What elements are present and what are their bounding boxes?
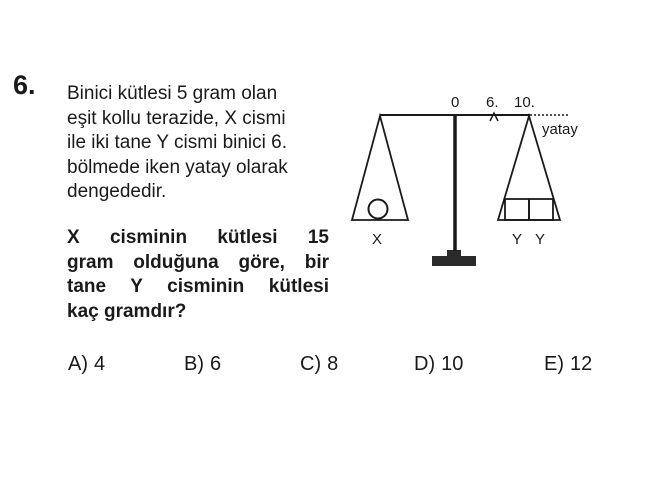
object-x [369,200,388,219]
choice-label: B) [184,353,204,375]
balance-figure [340,88,620,278]
object-y [529,199,553,220]
answer-choices [0,353,658,379]
choice-label: A) [68,353,88,375]
stem-line: Binici kütlesi 5 gram olan [67,83,278,104]
scale-label-zero: 0 [451,94,460,111]
choice-label: D) [414,353,436,375]
question-ask [67,226,329,324]
left-pan-label: X [372,231,383,248]
ask-line: gram olduğuna göre, bir [67,251,329,273]
scale-label-ten: 10. [514,94,535,111]
ask-line: X cisminin kütlesi 15 [67,227,329,248]
choice-a[interactable] [68,353,105,376]
choice-value: 12 [570,353,593,375]
balance-diagram [340,88,620,278]
stem-line: bölmede iken yatay olarak [67,156,288,178]
choice-d[interactable] [414,353,463,376]
stem-line: eşit kollu terazide, X cismi [67,107,286,129]
level-label: yatay [542,121,578,138]
choice-c[interactable] [300,353,338,376]
stem-line: dengededir. [67,181,167,202]
object-y [505,199,529,220]
choice-value: 4 [94,353,106,375]
ask-line: kaç gramdır? [67,300,187,322]
choice-value: 10 [441,353,464,375]
stem-line: ile iki tane Y cismi binici 6. [67,132,288,153]
choice-b[interactable] [184,353,221,376]
left-pan [352,116,408,220]
choice-e[interactable] [544,353,592,376]
question-stem [67,82,329,205]
ask-line: tane Y cisminin kütlesi [67,276,329,297]
choice-label: C) [300,353,322,375]
choice-value: 6 [210,353,222,375]
right-pan-label: Y [535,231,546,248]
question-number: 6. [13,70,36,100]
right-pan-label: Y [512,231,523,248]
scale-label-six: 6. [486,94,499,111]
choice-label: E) [544,353,564,375]
choice-value: 8 [327,353,339,375]
balance-foot [447,250,461,258]
